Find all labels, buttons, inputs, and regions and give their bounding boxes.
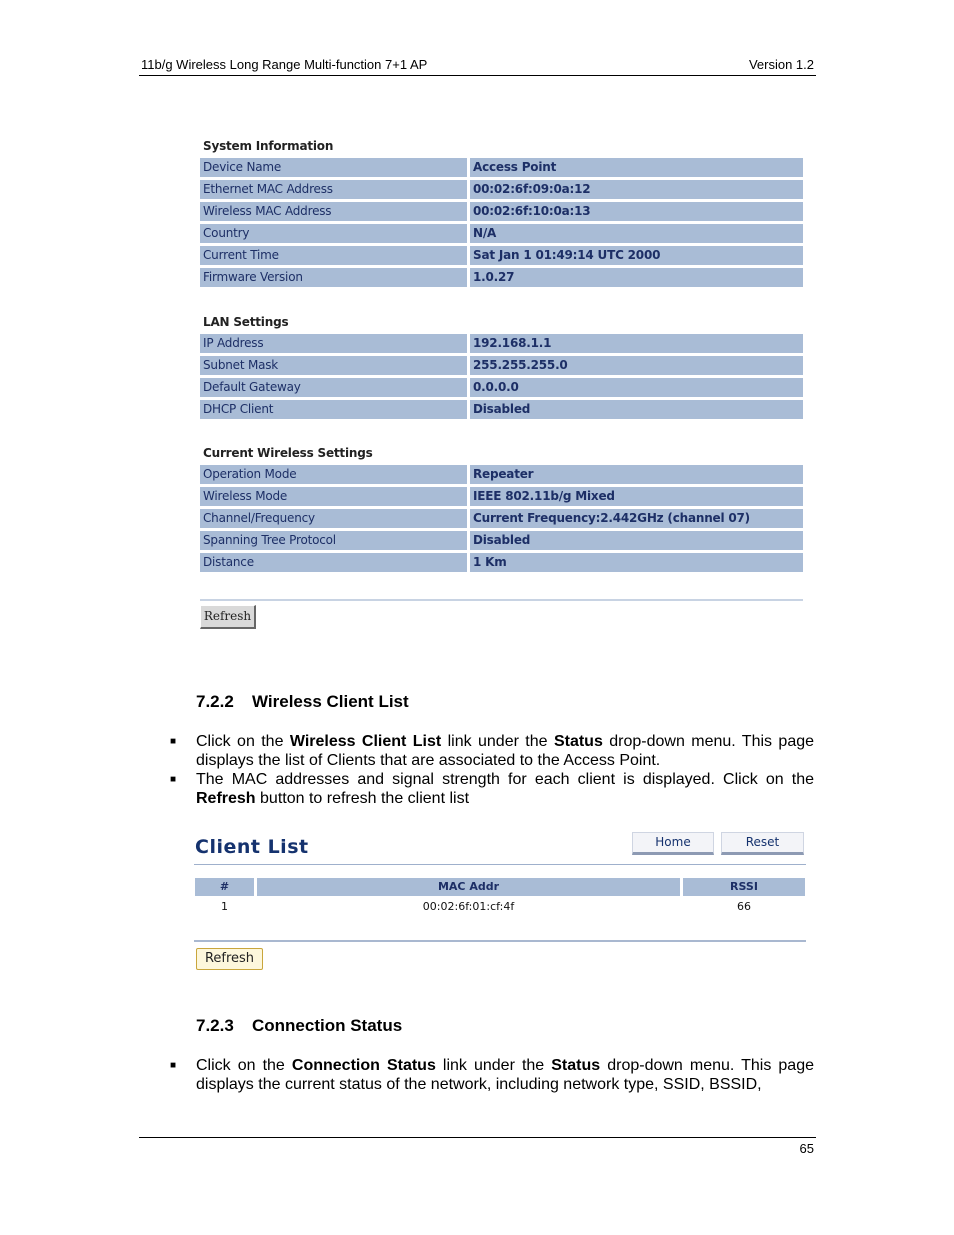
- value-dhcp-client: Disabled: [470, 400, 803, 419]
- row-distance: [200, 553, 803, 572]
- bullet-text: Click on the Wireless Client List link under the Status drop-down menu. This page displays the list of Clients that are associated to the Access Point.: [196, 733, 815, 769]
- heading-title: Connection Status: [252, 1016, 403, 1035]
- bullet-icon: ■: [170, 1060, 177, 1071]
- value-channel-frequency: Current Frequency:2.442GHz (channel 07): [470, 509, 803, 528]
- label-channel-frequency: Channel/Frequency: [200, 509, 467, 528]
- client-list-title: Client List: [195, 836, 309, 858]
- section-title-lan-settings: LAN Settings: [203, 315, 289, 329]
- bullet-icon: ■: [170, 774, 177, 785]
- value-current-time: Sat Jan 1 01:49:14 UTC 2000: [470, 246, 803, 265]
- refresh-button[interactable]: Refresh: [200, 605, 256, 629]
- value-wireless-mode: IEEE 802.11b/g Mixed: [470, 487, 803, 506]
- label-operation-mode: Operation Mode: [200, 465, 467, 484]
- label-device-name: Device Name: [200, 158, 467, 177]
- label-country: Country: [200, 224, 467, 243]
- label-dhcp-client: DHCP Client: [200, 400, 467, 419]
- system-status-screenshot: [199, 133, 804, 633]
- label-subnet-mask: Subnet Mask: [200, 356, 467, 375]
- section-title-wireless-settings: Current Wireless Settings: [203, 446, 373, 460]
- bullet-text: The MAC addresses and signal strength for each client is displayed. Click on the Refresh button to refresh the client list: [196, 771, 814, 807]
- refresh-button[interactable]: Refresh: [196, 948, 263, 970]
- header-version: Version 1.2: [748, 57, 814, 72]
- bullet-icon: ■: [170, 736, 177, 747]
- value-distance: 1 Km: [470, 553, 803, 572]
- row-ethernet-mac: [200, 180, 803, 199]
- label-wireless-mode: Wireless Mode: [200, 487, 467, 506]
- header-title: 11b/g Wireless Long Range Multi-function 7+1 AP: [141, 57, 428, 72]
- table-divider: [194, 940, 806, 942]
- row-default-gateway: [200, 378, 803, 397]
- cell-mac: 00:02:6f:01:cf:4f: [422, 900, 515, 913]
- row-wireless-mode: [200, 487, 803, 506]
- heading-title: Wireless Client List: [252, 692, 409, 711]
- row-device-name: [200, 158, 803, 177]
- label-wireless-mac: Wireless MAC Address: [200, 202, 467, 221]
- value-wireless-mac: 00:02:6f:10:0a:13: [470, 202, 803, 221]
- bullet-text: Click on the Connection Status link under the Status drop-down menu. This page displays the current status of the network, including network type, SSID, BSSID,: [196, 1057, 814, 1093]
- section-title-system-information: System Information: [203, 139, 334, 153]
- cell-rssi: 66: [737, 900, 751, 913]
- column-header-index: #: [195, 878, 254, 896]
- value-ethernet-mac: 00:02:6f:09:0a:12: [470, 180, 803, 199]
- row-current-time: [200, 246, 803, 265]
- cell-index: 1: [221, 900, 228, 913]
- label-ethernet-mac: Ethernet MAC Address: [200, 180, 467, 199]
- row-ip-address: [200, 334, 803, 353]
- row-spanning-tree: [200, 531, 803, 550]
- value-operation-mode: Repeater: [470, 465, 803, 484]
- page-footer: [139, 1137, 816, 1156]
- client-list-screenshot: [194, 830, 806, 972]
- title-divider: [194, 864, 806, 865]
- row-dhcp-client: [200, 400, 803, 419]
- column-header-rssi: RSSI: [683, 878, 805, 896]
- value-ip-address: 192.168.1.1: [470, 334, 803, 353]
- row-country: [200, 224, 803, 243]
- value-country: N/A: [470, 224, 803, 243]
- row-operation-mode: [200, 465, 803, 484]
- heading-number: 7.2.3: [196, 1016, 234, 1035]
- page-header: [139, 56, 816, 76]
- label-default-gateway: Default Gateway: [200, 378, 467, 397]
- row-subnet-mask: [200, 356, 803, 375]
- row-wireless-mac: [200, 202, 803, 221]
- value-subnet-mask: 255.255.255.0: [470, 356, 803, 375]
- row-channel-frequency: [200, 509, 803, 528]
- label-spanning-tree: Spanning Tree Protocol: [200, 531, 467, 550]
- reset-button[interactable]: Reset: [721, 832, 804, 855]
- column-header-mac: MAC Addr: [257, 878, 680, 896]
- divider: [200, 599, 803, 601]
- value-firmware-version: 1.0.27: [470, 268, 803, 287]
- label-ip-address: IP Address: [200, 334, 467, 353]
- label-distance: Distance: [200, 553, 467, 572]
- label-current-time: Current Time: [200, 246, 467, 265]
- value-default-gateway: 0.0.0.0: [470, 378, 803, 397]
- page-number: 65: [799, 1141, 814, 1156]
- home-button[interactable]: Home: [632, 832, 714, 855]
- heading-7-2-2: [196, 692, 409, 712]
- label-firmware-version: Firmware Version: [200, 268, 467, 287]
- value-device-name: Access Point: [470, 158, 803, 177]
- value-spanning-tree: Disabled: [470, 531, 803, 550]
- heading-number: 7.2.2: [196, 692, 234, 711]
- row-firmware-version: [200, 268, 803, 287]
- heading-7-2-3: [196, 1016, 402, 1036]
